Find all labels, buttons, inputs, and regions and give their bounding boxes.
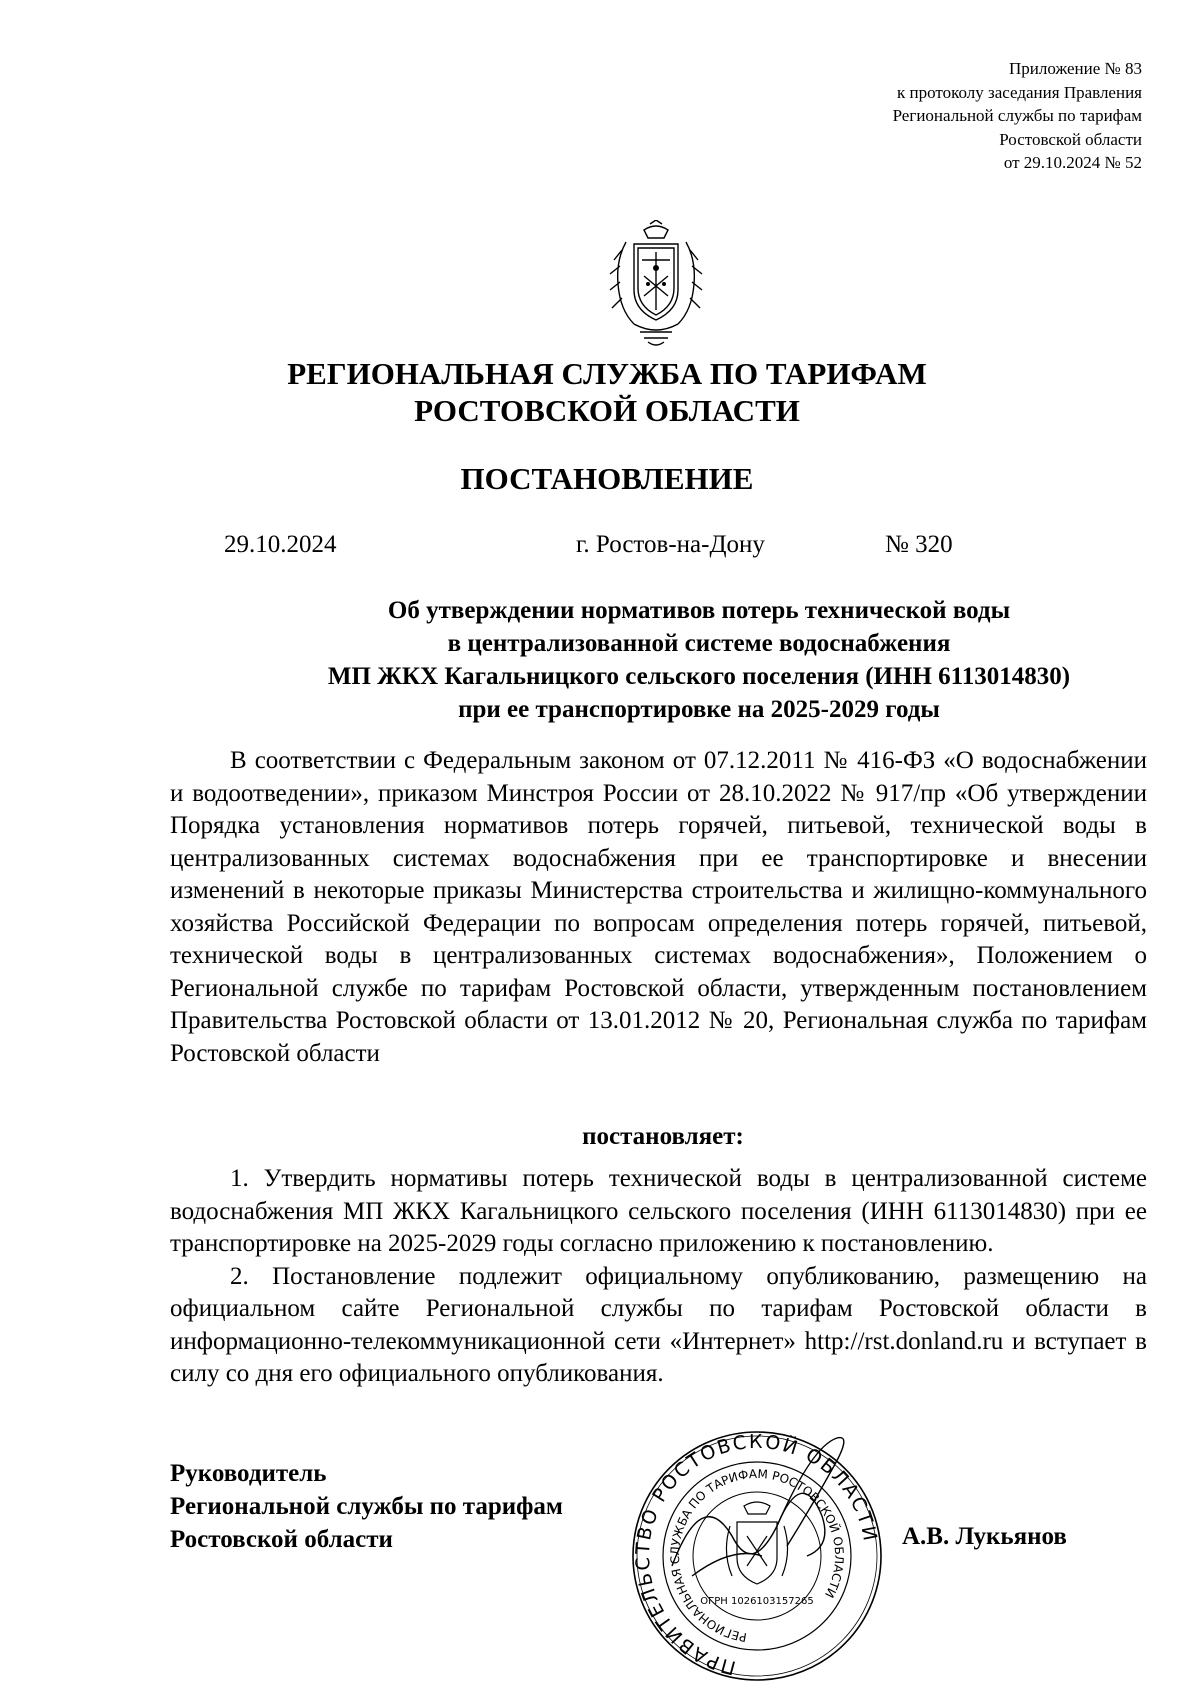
- subject-line: при ее транспортировке на 2025-2029 годы: [458, 696, 940, 723]
- document-number: № 320: [885, 531, 953, 558]
- signatory-title-line: Ростовской области: [170, 1526, 393, 1553]
- org-line: РЕГИОНАЛЬНАЯ СЛУЖБА ПО ТАРИФАМ: [287, 356, 927, 391]
- signatory-title-line: Региональной службы по тарифам: [170, 1493, 563, 1520]
- resolve-word: постановляет:: [582, 1123, 744, 1150]
- seal-inner-text: РЕГИОНАЛЬНАЯ СЛУЖБА ПО ТАРИФАМ РОСТОВСКОЙ ОБЛАСТИ: [667, 1466, 847, 1645]
- org-line: РОСТОВСКОЙ ОБЛАСТИ: [414, 393, 800, 428]
- preamble-paragraph: В соответствии с Федеральным законом от 07.12.2011 № 416-ФЗ «О водоснабжении и водоотведении», приказом Минстроя России от 28.10.2022 № 917/пр «Об утверждении Порядка установления нормативов потерь горячей, питьевой, технической воды в централизованных системах водоснабжения при ее транспортировке и внесении изменений в некоторые приказы Министерства строительства и жилищно-коммунального хозяйства Российской Федерации по вопросам определения потерь горячей, питьевой, технической воды в централизованных системах водоснабжения», Положением о Региональной службе по тарифам Ростовской области, утвержденным постановлением Правительства Ростовской области от 13.01.2012 № 20, Региональная служба по тарифам Ростовской области: [170, 747, 1147, 1067]
- resolution-item: 1. Утвердить нормативы потерь технической воды в централизованной системе водоснабжения МП ЖКХ Кагальницкого сельского поселения (ИНН 6113014830) при ее транспортировке на 2025-2029 годы согласно приложению к постановлению.: [170, 1165, 1147, 1257]
- appendix-line: от 29.10.2024 № 52: [1003, 153, 1142, 172]
- organization-name: [0, 355, 1200, 429]
- resolution-item: 2. Постановление подлежит официальному опубликованию, размещению на официальном сайте Региональной службы по тарифам Ростовской области в информационно-телекоммуникационной сети «Интернет» http://rst.donland.ru и вступает в силу со дня его официального опубликования.: [170, 1262, 1147, 1387]
- document-city: г. Ростов-на-Дону: [576, 531, 765, 558]
- seal-outer-text: ПРАВИТЕЛЬСТВО РОСТОВСКОЙ ОБЛАСТИ: [631, 1430, 882, 1679]
- preamble: [170, 745, 1147, 1070]
- subject-line: в централизованной системе водоснабжения: [447, 630, 951, 657]
- appendix-line: Ростовской области: [999, 129, 1142, 149]
- signatory-title-line: Руководитель: [170, 1460, 327, 1487]
- signatory-name: А.В. Лукьянов: [902, 1523, 1067, 1550]
- coat-of-arms-icon: [604, 220, 708, 348]
- document-subject: [170, 594, 1200, 726]
- subject-line: Об утверждении нормативов потерь технической воды: [387, 597, 1011, 624]
- appendix-line: к протоколу заседания Правления: [897, 82, 1142, 102]
- resolution-items: [170, 1163, 1147, 1391]
- subject-line: МП ЖКХ Кагальницкого сельского поселения (ИНН 6113014830): [327, 663, 1071, 690]
- appendix-note: [622, 57, 1142, 175]
- appendix-line: Региональной службы по тарифам: [892, 106, 1142, 125]
- signatory-title: [170, 1457, 563, 1556]
- official-seal-icon: [612, 1426, 902, 1698]
- appendix-line: Приложение № 83: [1009, 59, 1142, 78]
- seal-ogrn: ОГРН 1026103157265: [700, 1596, 814, 1607]
- document-date: 29.10.2024: [224, 531, 337, 558]
- document-type: ПОСТАНОВЛЕНИЕ: [460, 461, 754, 496]
